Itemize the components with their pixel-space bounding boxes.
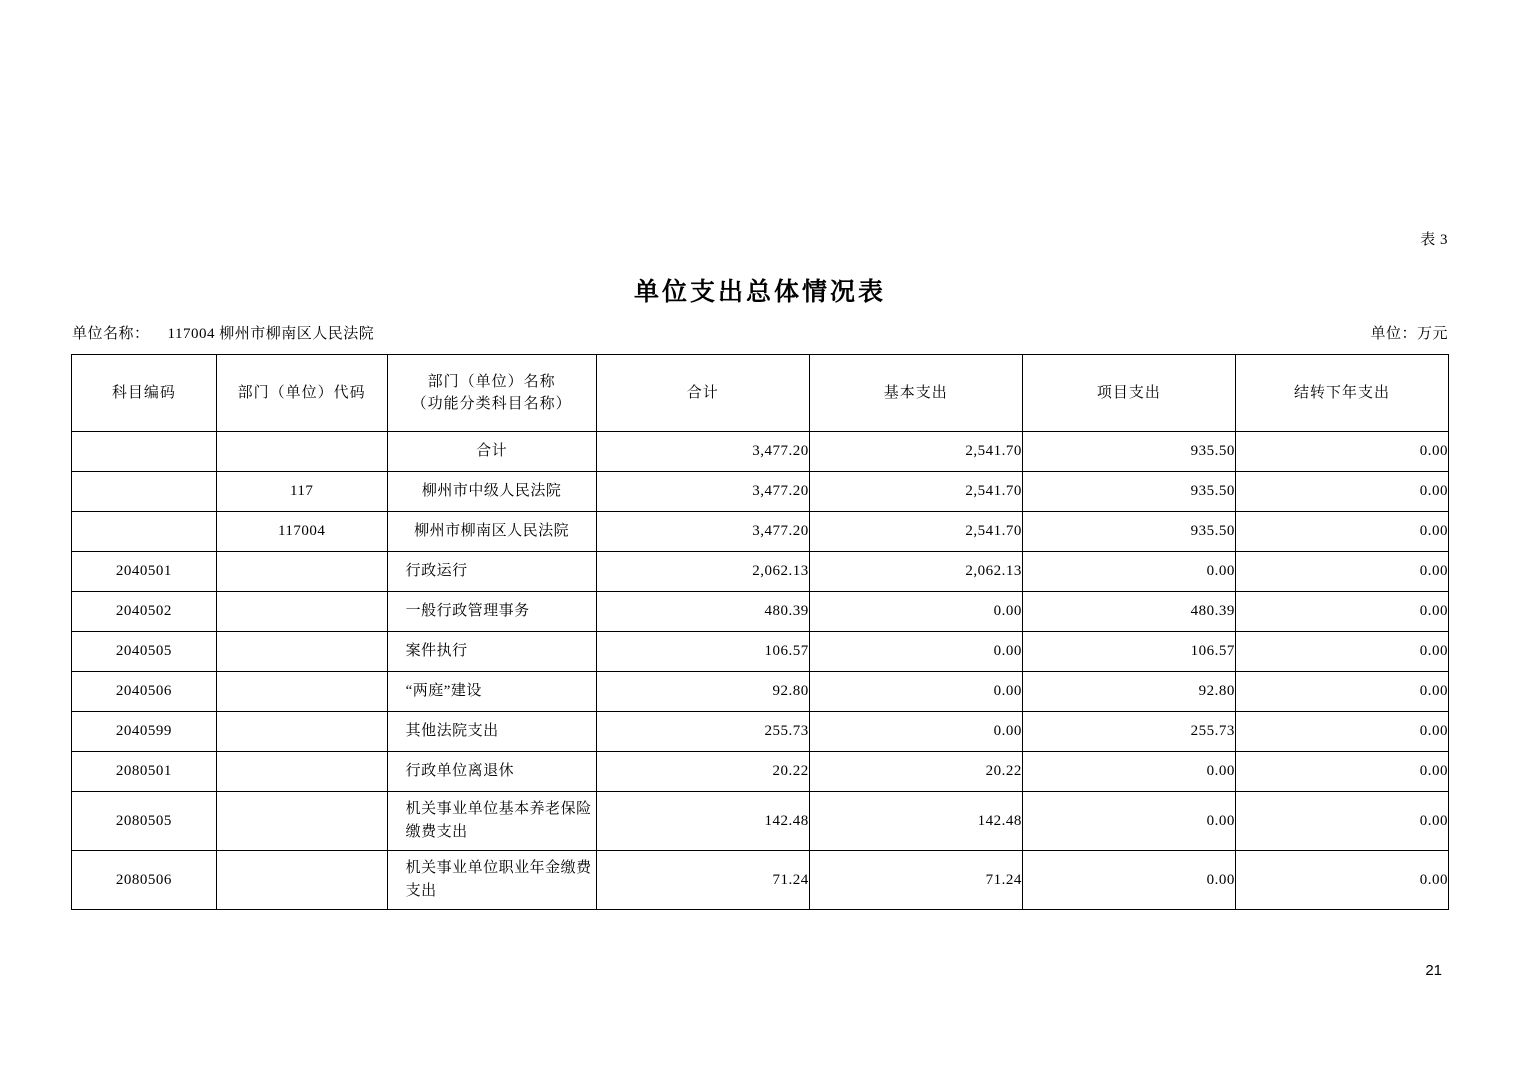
cell-name: 柳州市中级人民法院 xyxy=(387,472,596,512)
cell-total: 2,062.13 xyxy=(596,552,809,592)
cell-basic: 142.48 xyxy=(809,792,1022,851)
cell-subject-code: 2080505 xyxy=(72,792,217,851)
cell-name: 机关事业单位基本养老保险缴费支出 xyxy=(387,792,596,851)
cell-basic: 2,541.70 xyxy=(809,512,1022,552)
cell-project: 0.00 xyxy=(1022,552,1235,592)
expenditure-table xyxy=(71,354,1449,910)
cell-carryover: 0.00 xyxy=(1235,851,1448,910)
cell-subject-code: 2040501 xyxy=(72,552,217,592)
page-number: 21 xyxy=(1425,962,1442,979)
cell-subject-code: 2080501 xyxy=(72,752,217,792)
table-row xyxy=(72,592,1449,632)
table-row xyxy=(72,432,1449,472)
table-body xyxy=(72,432,1449,910)
cell-basic: 2,541.70 xyxy=(809,472,1022,512)
cell-project: 92.80 xyxy=(1022,672,1235,712)
cell-basic: 0.00 xyxy=(809,632,1022,672)
cell-project: 0.00 xyxy=(1022,851,1235,910)
cell-carryover: 0.00 xyxy=(1235,632,1448,672)
header-dept-name-line2: （功能分类科目名称） xyxy=(411,396,572,412)
cell-carryover: 0.00 xyxy=(1235,432,1448,472)
table-row xyxy=(72,712,1449,752)
table-row xyxy=(72,512,1449,552)
table-row xyxy=(72,752,1449,792)
cell-subject-code: 2040599 xyxy=(72,712,217,752)
cell-carryover: 0.00 xyxy=(1235,592,1448,632)
cell-dept-code xyxy=(216,672,387,712)
cell-basic: 71.24 xyxy=(809,851,1022,910)
cell-name: 其他法院支出 xyxy=(387,712,596,752)
cell-name: 合计 xyxy=(387,432,596,472)
cell-project: 106.57 xyxy=(1022,632,1235,672)
amount-unit-label: 单位：万元 xyxy=(1370,326,1448,342)
header-total: 合计 xyxy=(596,355,809,432)
cell-total: 3,477.20 xyxy=(596,512,809,552)
cell-basic: 0.00 xyxy=(809,712,1022,752)
cell-total: 142.48 xyxy=(596,792,809,851)
cell-project: 935.50 xyxy=(1022,432,1235,472)
cell-carryover: 0.00 xyxy=(1235,552,1448,592)
header-dept-name-line1: 部门（单位）名称 xyxy=(427,373,556,390)
table-row xyxy=(72,472,1449,512)
unit-name-group xyxy=(72,322,374,343)
cell-carryover: 0.00 xyxy=(1235,472,1448,512)
cell-name: 柳州市柳南区人民法院 xyxy=(387,512,596,552)
cell-project: 935.50 xyxy=(1022,472,1235,512)
cell-dept-code xyxy=(216,792,387,851)
cell-dept-code xyxy=(216,752,387,792)
cell-basic: 20.22 xyxy=(809,752,1022,792)
table-row xyxy=(72,672,1449,712)
header-basic-expenditure: 基本支出 xyxy=(809,355,1022,432)
cell-total: 71.24 xyxy=(596,851,809,910)
cell-dept-code xyxy=(216,592,387,632)
cell-total: 3,477.20 xyxy=(596,472,809,512)
cell-name: 案件执行 xyxy=(387,632,596,672)
cell-total: 3,477.20 xyxy=(596,432,809,472)
cell-project: 0.00 xyxy=(1022,752,1235,792)
cell-project: 480.39 xyxy=(1022,592,1235,632)
unit-name-label: 单位名称： xyxy=(72,326,150,342)
cell-name: 行政单位离退休 xyxy=(387,752,596,792)
header-project-expenditure: 项目支出 xyxy=(1022,355,1235,432)
cell-dept-code xyxy=(216,552,387,592)
cell-dept-code xyxy=(216,851,387,910)
table-row xyxy=(72,552,1449,592)
table-row xyxy=(72,792,1449,851)
page-title: 单位支出总体情况表 xyxy=(633,277,886,306)
header-carryover: 结转下年支出 xyxy=(1235,355,1448,432)
unit-name-value: 117004 柳州市柳南区人民法院 xyxy=(167,326,375,342)
cell-total: 480.39 xyxy=(596,592,809,632)
cell-project: 255.73 xyxy=(1022,712,1235,752)
cell-subject-code: 2040505 xyxy=(72,632,217,672)
cell-basic: 0.00 xyxy=(809,592,1022,632)
cell-dept-code: 117 xyxy=(216,472,387,512)
cell-subject-code: 2040506 xyxy=(72,672,217,712)
cell-total: 92.80 xyxy=(596,672,809,712)
cell-subject-code xyxy=(72,472,217,512)
cell-dept-code xyxy=(216,632,387,672)
table-label: 表 3 xyxy=(1420,232,1448,248)
cell-subject-code xyxy=(72,432,217,472)
table-row xyxy=(72,851,1449,910)
cell-name: 行政运行 xyxy=(387,552,596,592)
table-header-row xyxy=(72,355,1449,432)
cell-subject-code xyxy=(72,512,217,552)
meta-row xyxy=(72,322,1448,343)
cell-name: “两庭”建设 xyxy=(387,672,596,712)
header-subject-code: 科目编码 xyxy=(72,355,217,432)
cell-total: 255.73 xyxy=(596,712,809,752)
cell-subject-code: 2040502 xyxy=(72,592,217,632)
cell-carryover: 0.00 xyxy=(1235,672,1448,712)
cell-dept-code: 117004 xyxy=(216,512,387,552)
cell-name: 一般行政管理事务 xyxy=(387,592,596,632)
cell-dept-code xyxy=(216,432,387,472)
cell-carryover: 0.00 xyxy=(1235,712,1448,752)
cell-total: 106.57 xyxy=(596,632,809,672)
header-dept-code: 部门（单位）代码 xyxy=(216,355,387,432)
cell-subject-code: 2080506 xyxy=(72,851,217,910)
table-row xyxy=(72,632,1449,672)
cell-carryover: 0.00 xyxy=(1235,752,1448,792)
cell-project: 935.50 xyxy=(1022,512,1235,552)
cell-carryover: 0.00 xyxy=(1235,792,1448,851)
header-dept-name xyxy=(387,355,596,432)
cell-basic: 2,062.13 xyxy=(809,552,1022,592)
cell-name: 机关事业单位职业年金缴费支出 xyxy=(387,851,596,910)
cell-total: 20.22 xyxy=(596,752,809,792)
cell-carryover: 0.00 xyxy=(1235,512,1448,552)
cell-basic: 0.00 xyxy=(809,672,1022,712)
cell-project: 0.00 xyxy=(1022,792,1235,851)
cell-basic: 2,541.70 xyxy=(809,432,1022,472)
cell-dept-code xyxy=(216,712,387,752)
